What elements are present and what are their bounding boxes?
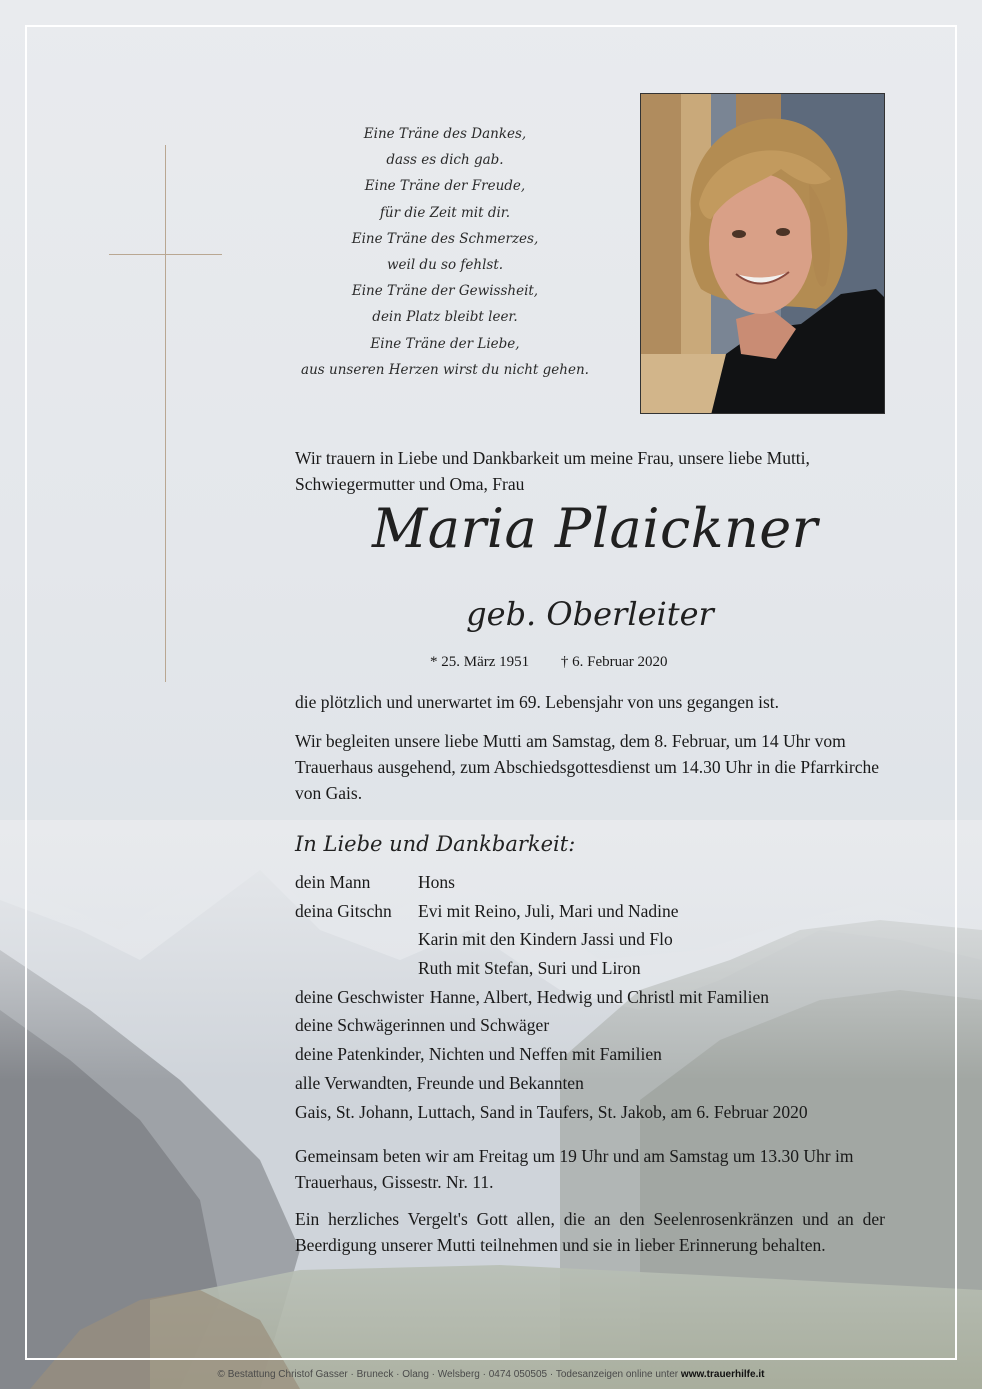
- list-item: [295, 954, 915, 983]
- poem-line: Eine Träne der Freude,: [364, 178, 526, 195]
- list-item: [295, 983, 915, 1012]
- mourner-relation: deine Patenkinder, Nichten und Neffen mit Familien: [295, 1044, 662, 1065]
- poem-line: Eine Träne des Dankes,: [363, 126, 527, 142]
- poem-line: für die Zeit mit dir.: [379, 204, 511, 221]
- funeral-text: Wir begleiten unsere liebe Mutti am Samstag, dem 8. Februar, um 14 Uhr vom Trauerhaus ausgehend, zum Abschiedsgottesdienst um 14.30 Uhr in die Pfarrkirche von Gais.: [295, 731, 880, 803]
- poem-line: Eine Träne des Schmerzes,: [351, 230, 539, 247]
- cross-vertical-bar: [165, 145, 166, 682]
- mourner-names: Ruth mit Stefan, Suri und Liron: [418, 958, 641, 979]
- mourner-relation: deina Gitschn: [295, 900, 392, 921]
- mourner-relation: dein Mann: [295, 872, 371, 892]
- poem-line: dass es dich gab.: [386, 152, 504, 169]
- maiden-name: geb. Oberleiter: [466, 595, 714, 633]
- mourners-heading: In Liebe und Dankbarkeit:: [295, 832, 576, 856]
- intro-text: Wir trauern in Liebe und Dankbarkeit um meine Frau, unsere liebe Mutti, Schwiegermutter und Oma, Frau: [295, 448, 810, 494]
- place-date: Gais, St. Johann, Luttach, Sand in Taufers, St. Jakob, am 6. Februar 2020: [295, 1102, 808, 1122]
- mourner-names: Hanne, Albert, Hedwig und Christl mit Familien: [429, 986, 770, 1007]
- mourner-names: Hons: [418, 872, 455, 892]
- list-item: [295, 1011, 915, 1040]
- birth-date: * 25. März 1951: [430, 654, 530, 670]
- footer: [0, 1369, 982, 1380]
- death-date: † 6. Februar 2020: [560, 654, 668, 670]
- list-item: [295, 1069, 915, 1098]
- poem-line: Eine Träne der Liebe,: [370, 335, 520, 352]
- poem-line: weil du so fehlst.: [386, 257, 504, 274]
- mourner-names: Evi mit Reino, Juli, Mari und Nadine: [418, 900, 679, 921]
- life-dates: [430, 654, 750, 671]
- passing-text: die plötzlich und unerwartet im 69. Lebensjahr von uns gegangen ist.: [295, 692, 780, 712]
- poem-line: dein Platz bleibt leer.: [372, 309, 518, 326]
- cross-horizontal-bar: [109, 254, 222, 255]
- mourner-relation: alle Verwandten, Freunde und Bekannten: [295, 1072, 584, 1093]
- mourner-relation: deine Geschwister: [295, 986, 424, 1007]
- list-item: [295, 925, 915, 954]
- mourners-list: [295, 868, 915, 1098]
- memorial-poem: [270, 121, 620, 383]
- thanks-text: Ein herzliches Vergelt's Gott allen, die an den Seelenrosenkränzen und an der Beerdigung unserer Mutti teilnehmen und sie in lieber Erinnerung behalten.: [295, 1209, 885, 1255]
- footer-website-link[interactable]: www.trauerhilfe.it: [680, 1369, 765, 1380]
- portrait-image: [641, 94, 885, 414]
- deceased-name: Maria Plaickner: [371, 497, 818, 560]
- mourner-names: Karin mit den Kindern Jassi und Flo: [418, 929, 673, 950]
- list-item: [295, 1040, 915, 1069]
- list-item: [295, 868, 915, 897]
- list-item: [295, 897, 915, 926]
- poem-line: aus unseren Herzen wirst du nicht gehen.: [301, 361, 589, 378]
- mourner-relation: deine Schwägerinnen und Schwäger: [295, 1015, 550, 1036]
- portrait-photo: [640, 93, 885, 414]
- poem-line: Eine Träne der Gewissheit,: [351, 283, 539, 300]
- prayer-text: Gemeinsam beten wir am Freitag um 19 Uhr und am Samstag um 13.30 Uhr im Trauerhaus, Gissestr. Nr. 11.: [295, 1146, 854, 1192]
- footer-text: © Bestattung Christof Gasser · Bruneck · Olang · Welsberg · 0474 050505 · Todesanzeigen online unter: [217, 1369, 679, 1380]
